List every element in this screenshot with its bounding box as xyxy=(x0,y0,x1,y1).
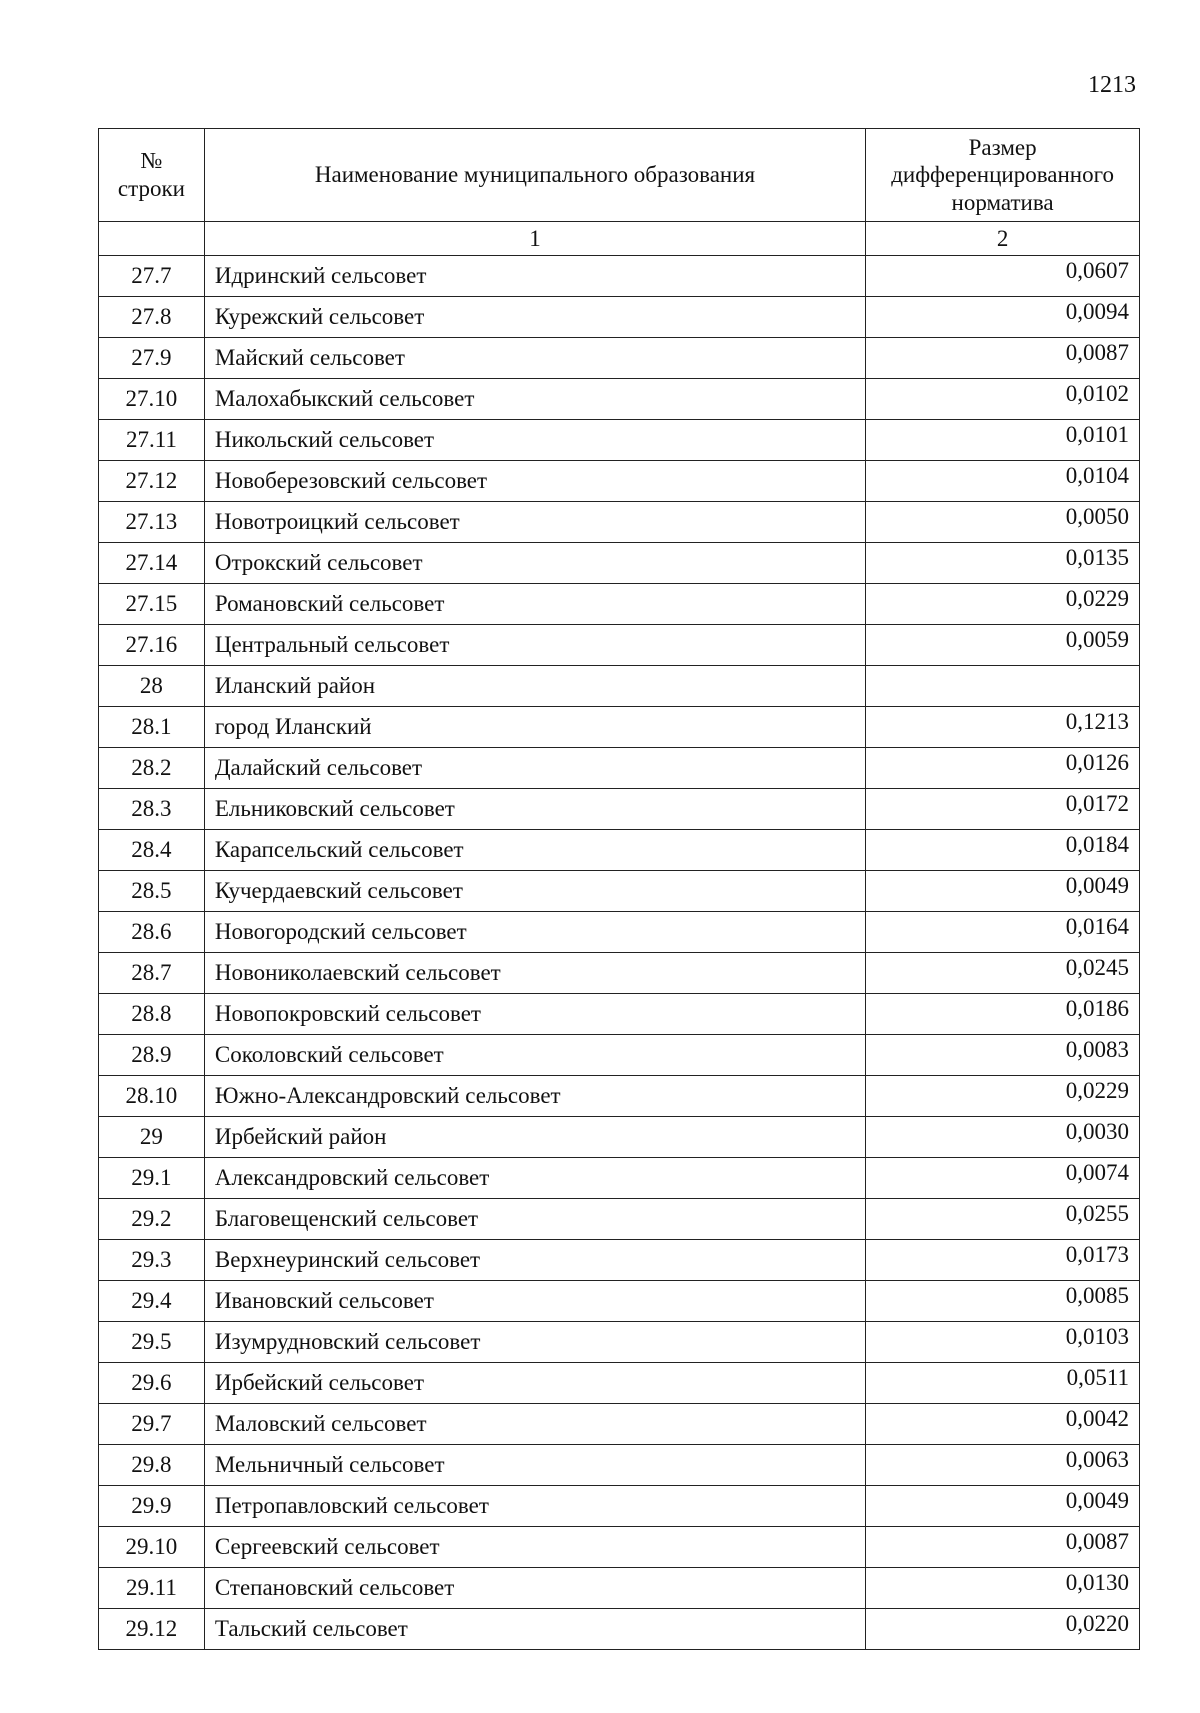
municipality-name: Ирбейский сельсовет xyxy=(204,1363,865,1404)
row-number: 27.11 xyxy=(99,420,205,461)
column-index-cell: 1 xyxy=(204,222,865,256)
table-row xyxy=(99,1117,1140,1158)
row-number: 29.3 xyxy=(99,1240,205,1281)
municipality-name: Майский сельсовет xyxy=(204,338,865,379)
row-number: 28.1 xyxy=(99,707,205,748)
row-number: 27.13 xyxy=(99,502,205,543)
row-number: 27.14 xyxy=(99,543,205,584)
row-number: 27.9 xyxy=(99,338,205,379)
municipality-name: Верхнеуринский сельсовет xyxy=(204,1240,865,1281)
normative-value: 0,1213 xyxy=(866,707,1140,748)
normative-value: 0,0063 xyxy=(866,1445,1140,1486)
normative-value: 0,0083 xyxy=(866,1035,1140,1076)
table-row xyxy=(99,1322,1140,1363)
normative-value: 0,0184 xyxy=(866,830,1140,871)
municipality-name: Петропавловский сельсовет xyxy=(204,1486,865,1527)
municipality-name: Никольский сельсовет xyxy=(204,420,865,461)
table-row xyxy=(99,994,1140,1035)
municipality-name: город Иланский xyxy=(204,707,865,748)
normative-value: 0,0087 xyxy=(866,1527,1140,1568)
municipality-name: Сергеевский сельсовет xyxy=(204,1527,865,1568)
header-normative-size: Размер дифференцированного норматива xyxy=(866,129,1140,222)
header-municipality-name: Наименование муниципального образования xyxy=(204,129,865,222)
row-number: 27.10 xyxy=(99,379,205,420)
table-row xyxy=(99,543,1140,584)
normative-value: 0,0607 xyxy=(866,256,1140,297)
table-row xyxy=(99,666,1140,707)
table-row xyxy=(99,379,1140,420)
column-index-row xyxy=(99,222,1140,256)
column-index-cell: 2 xyxy=(866,222,1140,256)
normative-value: 0,0255 xyxy=(866,1199,1140,1240)
row-number: 27.7 xyxy=(99,256,205,297)
row-number: 28.2 xyxy=(99,748,205,789)
municipality-name: Далайский сельсовет xyxy=(204,748,865,789)
row-number: 27.12 xyxy=(99,461,205,502)
municipality-name: Соколовский сельсовет xyxy=(204,1035,865,1076)
table-row xyxy=(99,584,1140,625)
normative-value: 0,0102 xyxy=(866,379,1140,420)
normative-value: 0,0049 xyxy=(866,1486,1140,1527)
normative-value: 0,0103 xyxy=(866,1322,1140,1363)
municipality-name: Кучердаевский сельсовет xyxy=(204,871,865,912)
table-row xyxy=(99,461,1140,502)
normative-value: 0,0049 xyxy=(866,871,1140,912)
normative-value: 0,0229 xyxy=(866,1076,1140,1117)
normative-value: 0,0135 xyxy=(866,543,1140,584)
row-number: 28.9 xyxy=(99,1035,205,1076)
normative-value: 0,0074 xyxy=(866,1158,1140,1199)
table-row xyxy=(99,1281,1140,1322)
normative-value xyxy=(866,666,1140,707)
table-row xyxy=(99,1527,1140,1568)
municipality-name: Маловский сельсовет xyxy=(204,1404,865,1445)
normative-value: 0,0101 xyxy=(866,420,1140,461)
row-number: 29.5 xyxy=(99,1322,205,1363)
row-number: 29.8 xyxy=(99,1445,205,1486)
table-row xyxy=(99,625,1140,666)
row-number: 29.6 xyxy=(99,1363,205,1404)
row-number: 29 xyxy=(99,1117,205,1158)
row-number: 29.10 xyxy=(99,1527,205,1568)
normative-value: 0,0511 xyxy=(866,1363,1140,1404)
municipality-name: Ирбейский район xyxy=(204,1117,865,1158)
municipality-name: Степановский сельсовет xyxy=(204,1568,865,1609)
row-number: 28 xyxy=(99,666,205,707)
municipality-name: Отрокский сельсовет xyxy=(204,543,865,584)
table-row xyxy=(99,707,1140,748)
row-number: 28.7 xyxy=(99,953,205,994)
table-row xyxy=(99,256,1140,297)
normative-value: 0,0220 xyxy=(866,1609,1140,1650)
row-number: 28.3 xyxy=(99,789,205,830)
municipality-name: Центральный сельсовет xyxy=(204,625,865,666)
row-number: 28.10 xyxy=(99,1076,205,1117)
table-row xyxy=(99,912,1140,953)
table-row xyxy=(99,1609,1140,1650)
municipality-name: Благовещенский сельсовет xyxy=(204,1199,865,1240)
municipality-name: Новониколаевский сельсовет xyxy=(204,953,865,994)
municipality-name: Изумрудновский сельсовет xyxy=(204,1322,865,1363)
normative-value: 0,0126 xyxy=(866,748,1140,789)
normative-value: 0,0085 xyxy=(866,1281,1140,1322)
normative-value: 0,0186 xyxy=(866,994,1140,1035)
table-row xyxy=(99,789,1140,830)
table-row xyxy=(99,297,1140,338)
row-number: 29.2 xyxy=(99,1199,205,1240)
row-number: 28.8 xyxy=(99,994,205,1035)
column-index-cell xyxy=(99,222,205,256)
municipality-name: Мельничный сельсовет xyxy=(204,1445,865,1486)
table-row xyxy=(99,953,1140,994)
normative-value: 0,0173 xyxy=(866,1240,1140,1281)
normative-value: 0,0059 xyxy=(866,625,1140,666)
row-number: 28.6 xyxy=(99,912,205,953)
table-row xyxy=(99,1035,1140,1076)
municipality-name: Ельниковский сельсовет xyxy=(204,789,865,830)
table-row xyxy=(99,1404,1140,1445)
normative-value: 0,0104 xyxy=(866,461,1140,502)
municipality-name: Карапсельский сельсовет xyxy=(204,830,865,871)
municipality-name: Новоберезовский сельсовет xyxy=(204,461,865,502)
municipality-name: Идринский сельсовет xyxy=(204,256,865,297)
table-row xyxy=(99,420,1140,461)
municipality-name: Малохабыкский сельсовет xyxy=(204,379,865,420)
row-number: 29.9 xyxy=(99,1486,205,1527)
row-number: 29.4 xyxy=(99,1281,205,1322)
normative-value: 0,0245 xyxy=(866,953,1140,994)
municipality-name: Тальский сельсовет xyxy=(204,1609,865,1650)
municipality-name: Курежский сельсовет xyxy=(204,297,865,338)
normative-value: 0,0094 xyxy=(866,297,1140,338)
row-number: 29.12 xyxy=(99,1609,205,1650)
table-row xyxy=(99,1199,1140,1240)
municipality-name: Романовский сельсовет xyxy=(204,584,865,625)
municipality-name: Новопокровский сельсовет xyxy=(204,994,865,1035)
table-row xyxy=(99,871,1140,912)
table-row xyxy=(99,1363,1140,1404)
row-number: 27.15 xyxy=(99,584,205,625)
row-number: 29.11 xyxy=(99,1568,205,1609)
header-row xyxy=(99,129,1140,222)
municipality-name: Иланский район xyxy=(204,666,865,707)
normative-value: 0,0229 xyxy=(866,584,1140,625)
table-row xyxy=(99,1076,1140,1117)
normative-value: 0,0050 xyxy=(866,502,1140,543)
normative-value: 0,0042 xyxy=(866,1404,1140,1445)
table-row xyxy=(99,1240,1140,1281)
municipality-name: Южно-Александровский сельсовет xyxy=(204,1076,865,1117)
municipality-name: Ивановский сельсовет xyxy=(204,1281,865,1322)
table-row xyxy=(99,1445,1140,1486)
row-number: 29.1 xyxy=(99,1158,205,1199)
municipality-name: Новогородский сельсовет xyxy=(204,912,865,953)
row-number: 28.5 xyxy=(99,871,205,912)
table-row xyxy=(99,338,1140,379)
normative-value: 0,0164 xyxy=(866,912,1140,953)
normative-table xyxy=(98,128,1140,1650)
table-row xyxy=(99,502,1140,543)
municipality-name: Александровский сельсовет xyxy=(204,1158,865,1199)
normative-value: 0,0030 xyxy=(866,1117,1140,1158)
table-row xyxy=(99,1158,1140,1199)
normative-value: 0,0130 xyxy=(866,1568,1140,1609)
municipality-name: Новотроицкий сельсовет xyxy=(204,502,865,543)
row-number: 28.4 xyxy=(99,830,205,871)
row-number: 27.16 xyxy=(99,625,205,666)
table-body xyxy=(99,256,1140,1650)
row-number: 27.8 xyxy=(99,297,205,338)
header-row-number: № строки xyxy=(99,129,205,222)
normative-value: 0,0087 xyxy=(866,338,1140,379)
row-number: 29.7 xyxy=(99,1404,205,1445)
page-number: 1213 xyxy=(1088,72,1136,98)
table-row xyxy=(99,1568,1140,1609)
table-row xyxy=(99,830,1140,871)
table-row xyxy=(99,1486,1140,1527)
normative-value: 0,0172 xyxy=(866,789,1140,830)
table-row xyxy=(99,748,1140,789)
